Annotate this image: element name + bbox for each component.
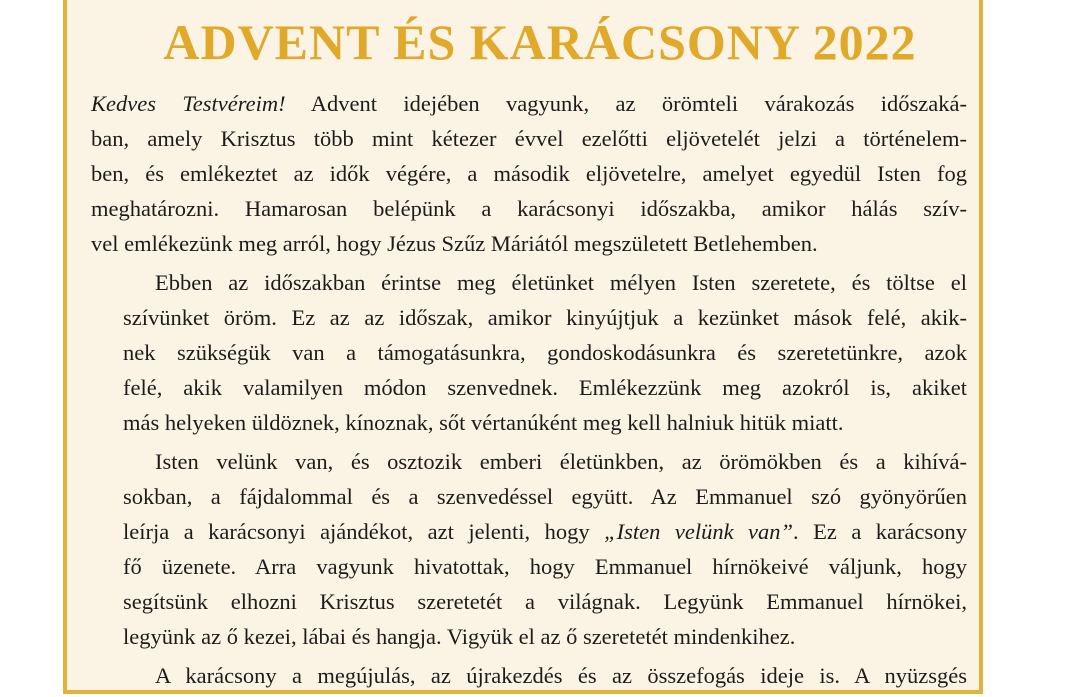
text-line: ban, amely Krisztus több mint kétezer évvel ezelőtti eljövetelét jelzi a történelem- — [91, 126, 967, 151]
text-line: Isten velünk van, és osztozik emberi életünkben, az örömökben és a kihívá- — [155, 449, 967, 474]
emmanuel-quote: „Isten velünk van” — [604, 519, 794, 544]
paragraph-3 — [91, 444, 967, 654]
text-line: szívünket öröm. Ez az az időszak, amikor kinyújtjuk a kezünket mások felé, akik- — [123, 305, 967, 330]
text-line: meghatározni. Hamarosan belépünk a karácsonyi időszakba, amikor hálás szív- — [91, 196, 967, 221]
text-line: vel emlékezünk meg arról, hogy Jézus Szűz Máriától megszületett Betlehemben. — [91, 231, 818, 256]
paragraph-1 — [91, 86, 967, 261]
text-line: Ebben az időszakban érintse meg életünket mélyen Isten szeretete, és töltse el — [155, 270, 967, 295]
text-line: legyünk az ő kezei, lábai és hangja. Vigyük el az ő szeretetét mindenkihez. — [123, 624, 796, 649]
letter-body — [91, 86, 967, 697]
text-line: sokban, a fájdalommal és a szenvedéssel együtt. Az Emmanuel szó gyönyörűen — [123, 484, 967, 509]
text-line: Kedves Testvéreim! Advent idejében vagyunk, az örömteli várakozás időszaká- — [91, 91, 967, 116]
text-line: segítsünk elhozni Krisztus szeretetét a világnak. Legyünk Emmanuel hírnökei, — [123, 589, 967, 614]
paragraph-4 — [91, 658, 967, 693]
paragraph-2 — [91, 265, 967, 440]
text-line: A karácsony a megújulás, az újrakezdés és az összefogás ideje is. A nyüzsgés — [155, 663, 967, 688]
text-line: fő üzenete. Arra vagyunk hivatottak, hogy Emmanuel hírnökeivé váljunk, hogy — [123, 554, 967, 579]
page-title: ADVENT ÉS KARÁCSONY 2022 — [163, 14, 917, 70]
text-line: más helyeken üldöznek, kínoznak, sőt vértanúként meg kell halniuk hitük miatt. — [123, 410, 844, 435]
text-line: ben, és emlékeztet az idők végére, a második eljövetelre, amelyet egyedül Isten fog — [91, 161, 967, 186]
text-line: leírja a karácsonyi ajándékot, azt jelenti, hogy „Isten velünk van”. Ez a karácsony — [123, 519, 967, 544]
salutation: Kedves Testvéreim! — [91, 91, 286, 116]
text-line: nek szükségük van a támogatásunkra, gondoskodásunkra és szeretetünkre, azok — [123, 340, 967, 365]
text-line: felé, akik valamilyen módon szenvednek. Emlékezzünk meg azokról is, akiket — [123, 375, 967, 400]
